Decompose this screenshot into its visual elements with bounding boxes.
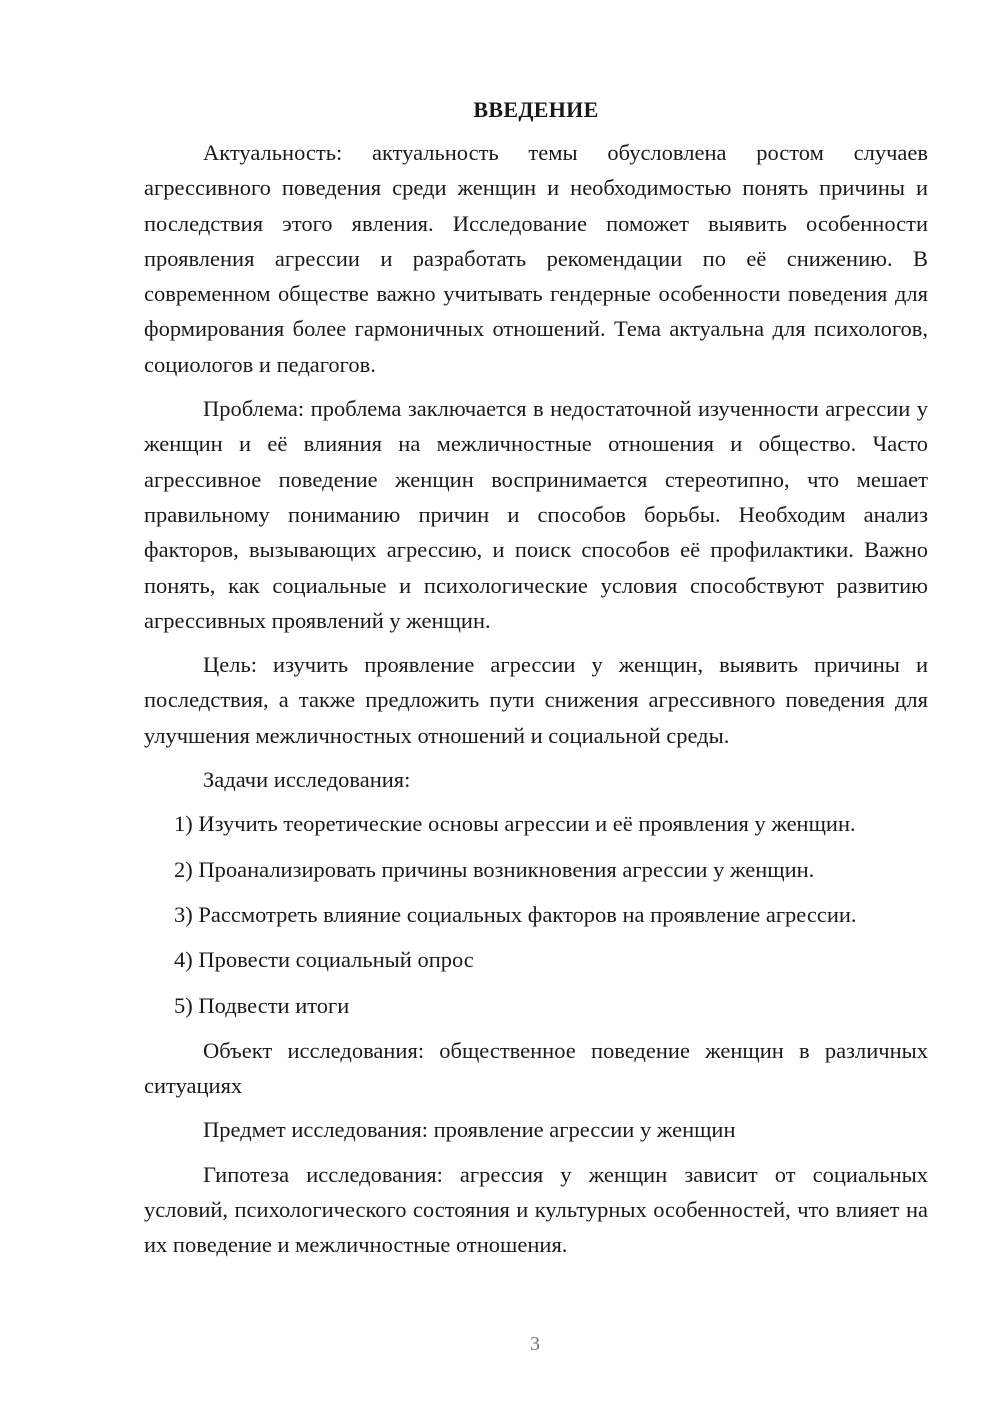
list-item: 5) Подвести итоги xyxy=(174,992,350,1018)
tasks-list xyxy=(144,806,928,1022)
relevance-paragraph: Актуальность: актуальность темы обусловлена ростом случаев агрессивного поведения среди женщин и необходимостью понять причины и последствия этого явления. Исследование поможет выявить особенности проявления агрессии и разработать рекомендации по её снижению. В современном обществе важно учитывать гендерные особенности поведения для формирования более гармоничных отношений. Тема актуальна для психологов, социологов и педагогов. xyxy=(144,140,928,377)
subject-paragraph: Предмет исследования: проявление агрессии у женщин xyxy=(203,1117,736,1143)
list-item: 3) Рассмотреть влияние социальных факторов на проявление агрессии. xyxy=(174,901,857,927)
list-item: 1) Изучить теоретические основы агрессии и её проявления у женщин. xyxy=(174,811,856,837)
tasks-heading: Задачи исследования: xyxy=(203,767,411,793)
page-title: ВВЕДЕНИЕ xyxy=(473,97,599,122)
hypothesis-paragraph: Гипотеза исследования: агрессия у женщин зависит от социальных условий, психологического состояния и культурных особенностей, что влияет на их поведение и межличностные отношения. xyxy=(144,1161,928,1258)
object-paragraph: Объект исследования: общественное поведение женщин в различных ситуациях xyxy=(144,1037,928,1099)
goal-paragraph: Цель: изучить проявление агрессии у женщин, выявить причины и последствия, а также предложить пути снижения агрессивного поведения для улучшения межличностных отношений и социальной среды. xyxy=(144,652,928,748)
list-item: 4) Провести социальный опрос xyxy=(174,947,474,973)
page-number: 3 xyxy=(530,1333,540,1355)
page-body xyxy=(144,92,928,1272)
list-item: 2) Проанализировать причины возникновения агрессии у женщин. xyxy=(174,856,815,882)
problem-paragraph: Проблема: проблема заключается в недостаточной изученности агрессии у женщин и её влияния на межличностные отношения и общество. Часто агрессивное поведение женщин воспринимается стереотипно, что мешает правильному пониманию причин и способов борьбы. Необходим анализ факторов, вызывающих агрессию, и поиск способов её профилактики. Важно понять, как социальные и психологические условия способствуют развитию агрессивных проявлений у женщин. xyxy=(144,396,928,633)
